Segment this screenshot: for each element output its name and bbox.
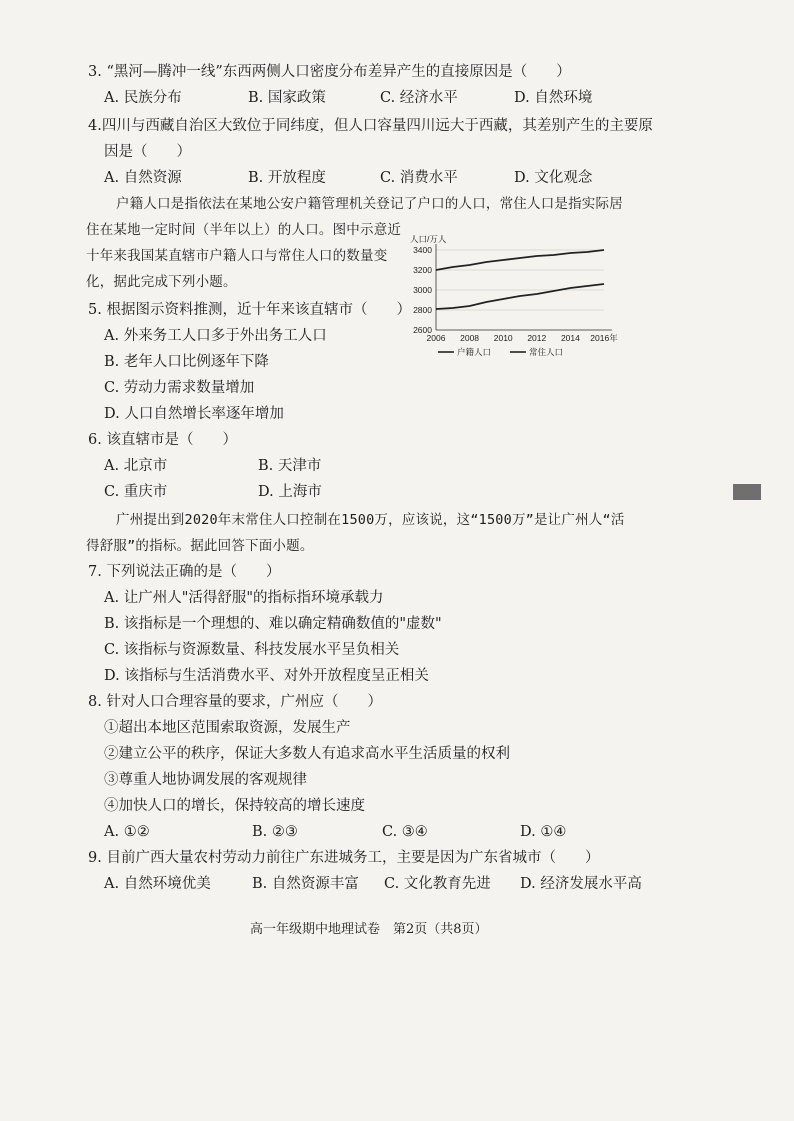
q7-option-b: B. 该指标是一个理想的、难以确定精确数值的"虚数" — [104, 616, 442, 632]
chart-y-tick-label: 3400 — [413, 245, 432, 255]
chart-legend — [438, 347, 563, 357]
q9-stem: 9. 目前广西大量农村劳动力前往广东进城务工，主要是因为广东省城市（ ） — [88, 850, 600, 866]
chart-x-tick-label: 2010 — [493, 333, 513, 343]
q5-option-b: B. 老年人口比例逐年下降 — [104, 354, 269, 370]
q9-option-c: C. 文化教育先进 — [384, 876, 491, 892]
q5-option-c: C. 劳动力需求数量增加 — [104, 380, 255, 396]
chart-y-tick-label: 3000 — [413, 285, 432, 295]
q5-stem: 5. 根据图示资料推测，近十年来该直辖市（ ） — [88, 302, 411, 318]
chart-y-ticks — [413, 245, 432, 335]
page-footer: 高一年级期中地理试卷 第2页（共8页） — [250, 922, 488, 937]
q6-option-c: C. 重庆市 — [104, 484, 168, 500]
passage1-line4: 化，据此完成下列小题。 — [86, 274, 237, 290]
q7-option-c: C. 该指标与资源数量、科技发展水平呈负相关 — [104, 642, 400, 658]
chart-x-tick-label: 2016年 — [590, 333, 618, 343]
side-tab-marker — [733, 484, 761, 500]
q9-option-d: D. 经济发展水平高 — [520, 876, 642, 892]
q9-option-b: B. 自然资源丰富 — [252, 876, 359, 892]
q8-item-3: ③尊重人地协调发展的客观规律 — [104, 772, 307, 788]
q5-option-a: A. 外来务工人口多于外出务工人口 — [104, 328, 327, 344]
q8-item-1: ①超出本地区范围索取资源，发展生产 — [104, 720, 351, 736]
chart-series — [436, 250, 604, 309]
q8-stem: 8. 针对人口合理容量的要求，广州应（ ） — [88, 694, 382, 710]
chart-y-tick-label: 2600 — [413, 325, 432, 335]
q8-item-2: ②建立公平的秩序，保证大多数人有追求高水平生活质量的权利 — [104, 746, 510, 762]
q4-option-d: D. 文化观念 — [514, 170, 593, 186]
q3-option-c: C. 经济水平 — [380, 90, 458, 106]
chart-x-tick-label: 2008 — [460, 333, 480, 343]
q7-stem: 7. 下列说法正确的是（ ） — [88, 564, 281, 580]
q8-option-b: B. ②③ — [252, 824, 298, 840]
q3-stem: 3. “黑河—腾冲一线”东西两侧人口密度分布差异产生的直接原因是（ ） — [88, 64, 571, 80]
q8-option-c: C. ③④ — [382, 824, 428, 840]
q7-option-a: A. 让广州人"活得舒服"的指标指环境承载力 — [104, 590, 384, 606]
q3-option-b: B. 国家政策 — [248, 90, 326, 106]
passage2-line1: 广州提出到2020年末常住人口控制在1500万，应该说，这“1500万”是让广州人“活 — [116, 512, 625, 528]
q4-stem-line2: 因是（ ） — [104, 144, 191, 160]
q3-option-d: D. 自然环境 — [514, 90, 593, 106]
chart-x-tick-label: 2014 — [560, 333, 580, 343]
passage2-line2: 得舒服”的指标。据此回答下面小题。 — [86, 538, 314, 554]
q4-stem-line1: 4.四川与西藏自治区大致位于同纬度，但人口容量四川远大于西藏，其差别产生的主要原 — [88, 118, 653, 134]
q6-option-d: D. 上海市 — [258, 484, 322, 500]
passage1-line2: 住在某地一定时间（半年以上）的人口。图中示意近 — [86, 222, 402, 238]
chart-y-axis-label: 人口/万人 — [410, 234, 447, 244]
q9-option-a: A. 自然环境优美 — [104, 876, 211, 892]
chart-legend-label: 常住人口 — [529, 347, 564, 357]
q8-option-d: D. ①④ — [520, 824, 567, 840]
chart-x-tick-label: 2012 — [527, 333, 547, 343]
q4-option-c: C. 消费水平 — [380, 170, 458, 186]
chart-series-line-2 — [436, 250, 604, 270]
q8-option-a: A. ①② — [104, 824, 150, 840]
chart-x-ticks — [427, 333, 619, 343]
q7-option-d: D. 该指标与生活消费水平、对外开放程度呈正相关 — [104, 668, 429, 684]
q6-option-a: A. 北京市 — [104, 458, 168, 474]
chart-x-tick-label: 2006 — [426, 333, 446, 343]
chart-legend-label: 户籍人口 — [457, 347, 492, 357]
chart-y-tick-label: 3200 — [413, 265, 432, 275]
q3-option-a: A. 民族分布 — [104, 90, 182, 106]
q5-option-d: D. 人口自然增长率逐年增加 — [104, 406, 284, 422]
chart-series-line-1 — [436, 284, 604, 309]
passage1-line3: 十年来我国某直辖市户籍人口与常住人口的数量变 — [86, 248, 388, 264]
passage1-line1: 户籍人口是指依法在某地公安户籍管理机关登记了户口的人口，常住人口是指实际居 — [116, 196, 623, 212]
chart-y-tick-label: 2800 — [413, 305, 432, 315]
q6-option-b: B. 天津市 — [258, 458, 322, 474]
q4-option-a: A. 自然资源 — [104, 170, 182, 186]
q6-stem: 6. 该直辖市是（ ） — [88, 432, 237, 448]
q8-item-4: ④加快人口的增长，保持较高的增长速度 — [104, 798, 365, 814]
population-line-chart — [400, 228, 620, 368]
q4-option-b: B. 开放程度 — [248, 170, 326, 186]
